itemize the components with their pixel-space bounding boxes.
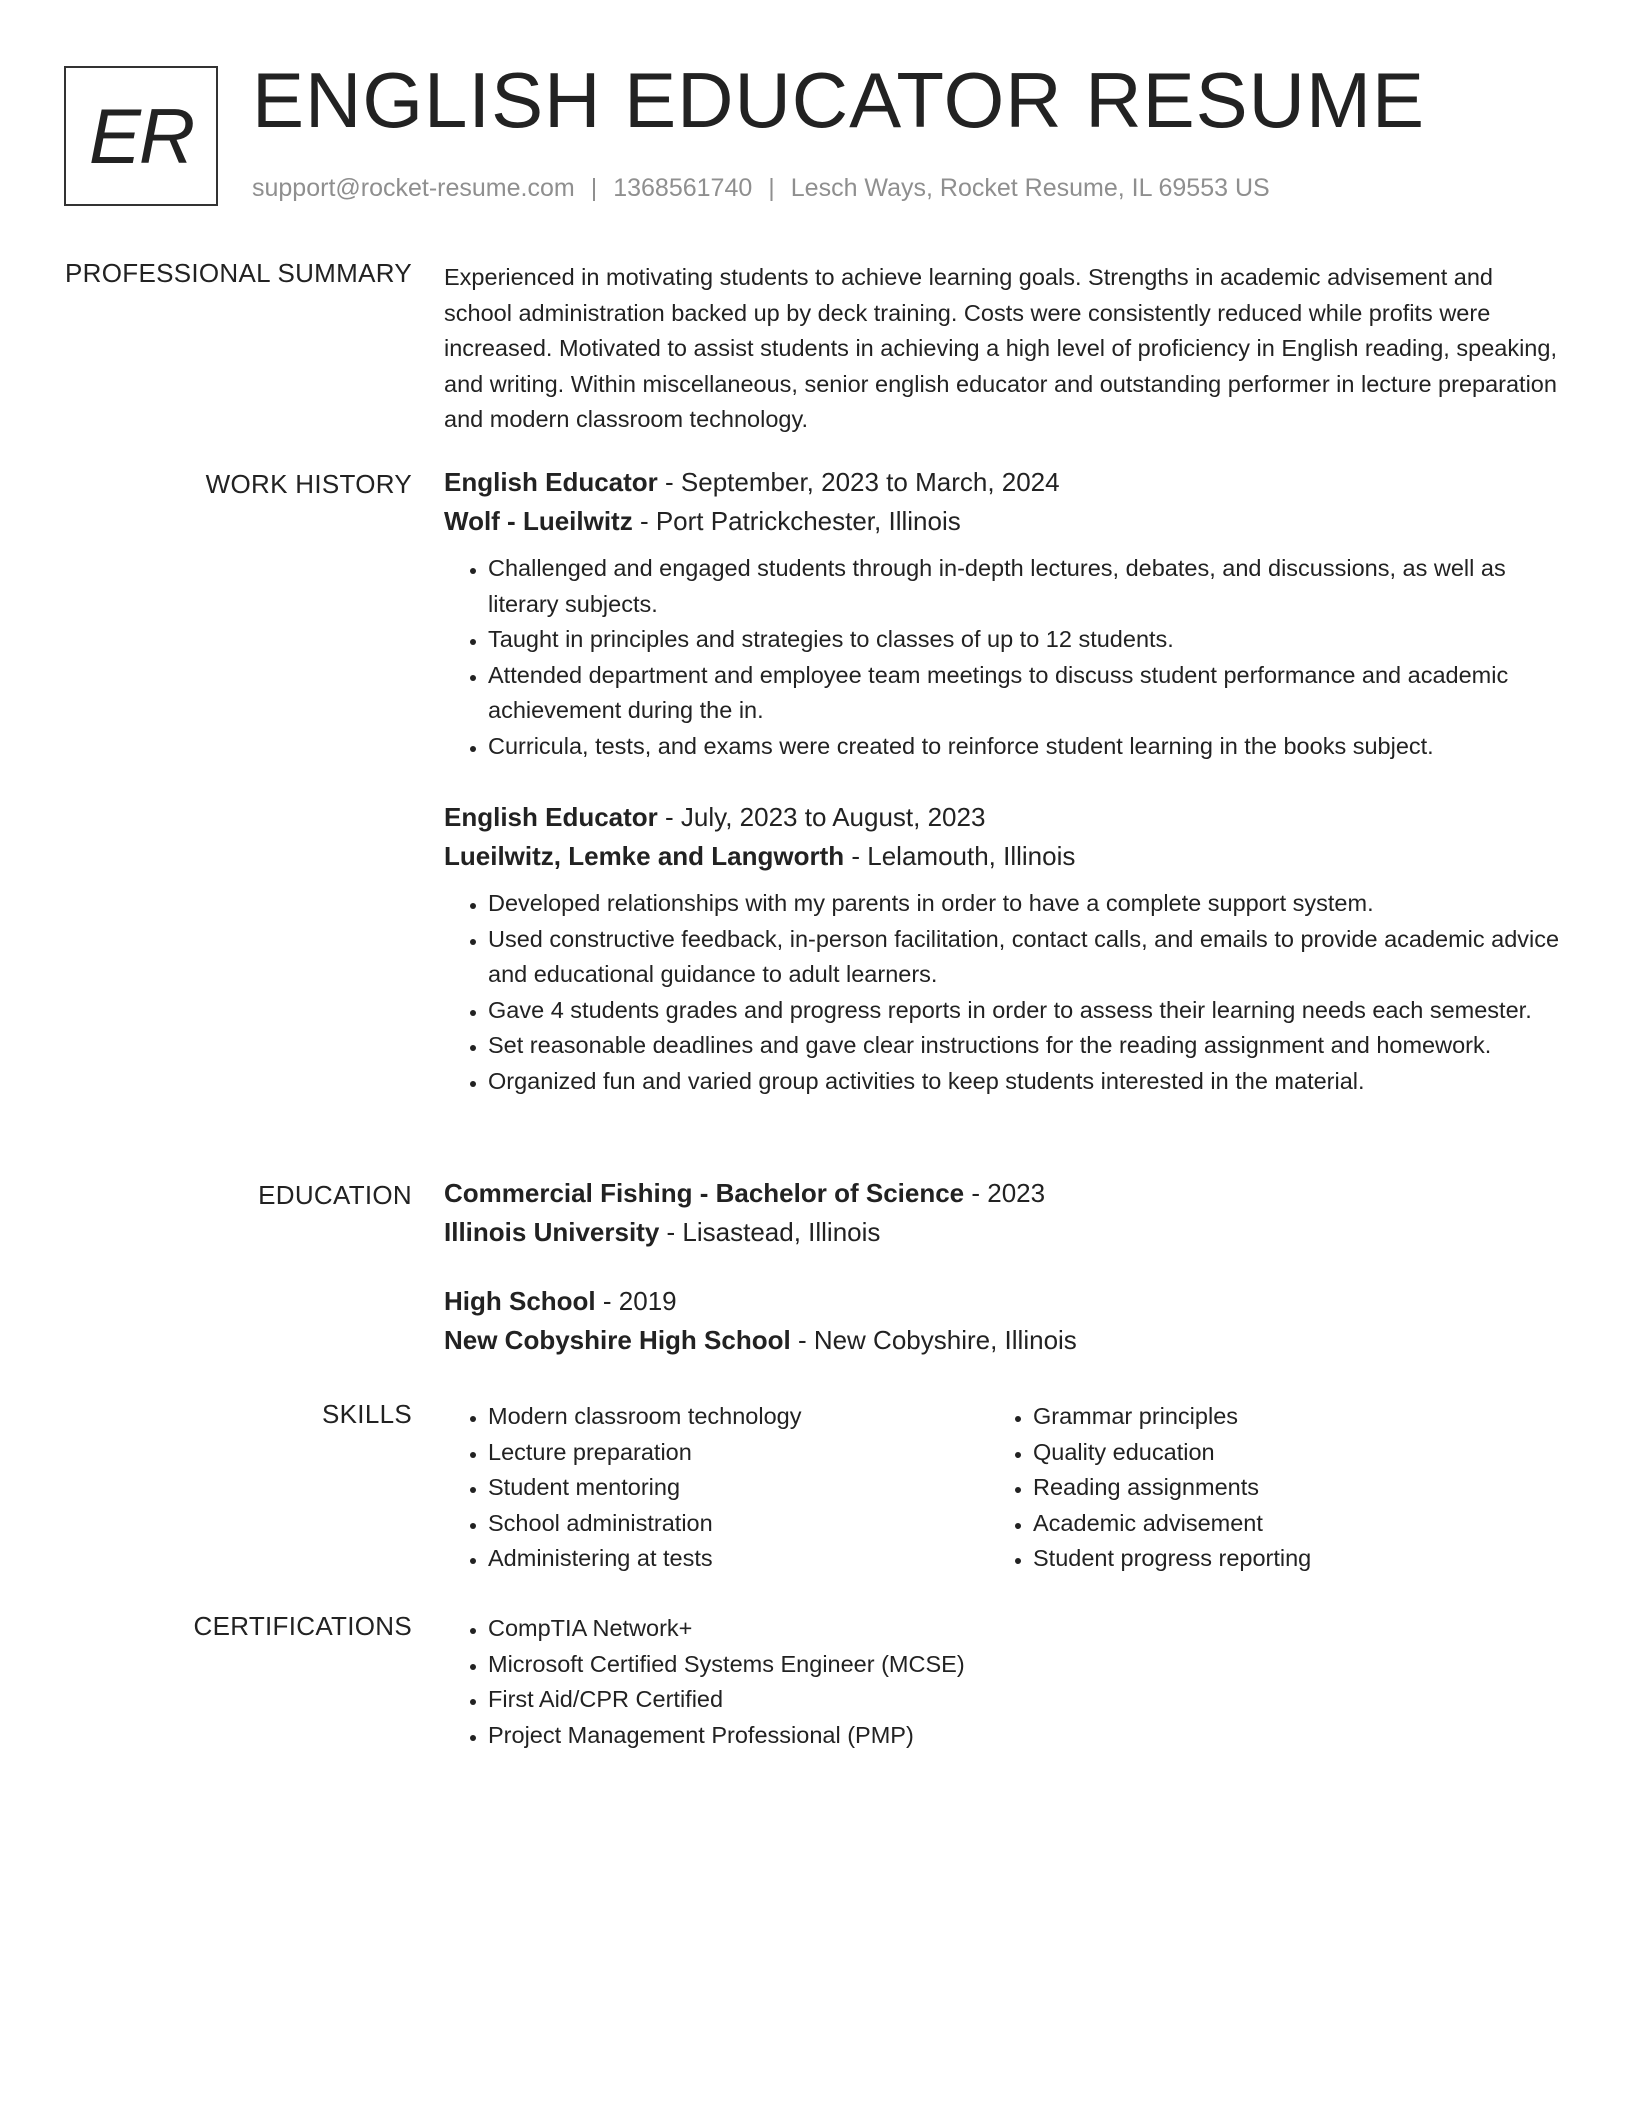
section-label-work-history: WORK HISTORY — [205, 469, 412, 499]
skills-column-left — [444, 1399, 989, 1577]
job-company-line — [444, 837, 1564, 876]
skills-list-left — [444, 1399, 989, 1577]
section-label-education: EDUCATION — [258, 1180, 412, 1210]
education-school: Illinois University — [444, 1217, 660, 1247]
list-item: • Grammar principles — [1033, 1399, 1534, 1435]
job-entry — [444, 798, 1564, 1099]
section-label-skills: SKILLS — [322, 1399, 412, 1429]
job-company-line — [444, 502, 1564, 541]
list-item: • Reading assignments — [1033, 1470, 1534, 1506]
list-item: • First Aid/CPR Certified — [488, 1682, 1564, 1718]
education-degree: High School — [444, 1286, 596, 1316]
list-item: • Taught in principles and strategies to classes of up to 12 students. — [488, 622, 1564, 658]
education-entry — [444, 1174, 1564, 1252]
education-location: - Lisastead, Illinois — [659, 1217, 881, 1247]
contact-separator: | — [768, 174, 775, 202]
summary-text: Experienced in motivating students to achieve learning goals. Strengths in academic advisement and school administration backed up by deck training. Costs were consistently reduced while profits were increased. Motivated to assist students in achieving a high level of proficiency in English reading, speaking, and writing. Within miscellaneous, senior english educator and outstanding performer in lecture preparation and modern classroom technology. — [444, 264, 1557, 432]
certifications-list — [444, 1611, 1564, 1753]
education-school-line — [444, 1321, 1564, 1360]
job-company: Lueilwitz, Lemke and Langworth — [444, 841, 845, 871]
section-label-summary: PROFESSIONAL SUMMARY — [65, 258, 412, 288]
job-title-line — [444, 798, 1564, 837]
skills-column-right — [989, 1399, 1534, 1577]
list-item: • Gave 4 students grades and progress reports in order to assess their learning needs each semester. — [488, 993, 1564, 1029]
job-entry — [444, 463, 1564, 764]
education-degree-line — [444, 1174, 1564, 1213]
list-item: • Student progress reporting — [1033, 1541, 1534, 1577]
list-item: • Quality education — [1033, 1435, 1534, 1471]
list-item: • School administration — [488, 1506, 989, 1542]
education-location: - New Cobyshire, Illinois — [790, 1325, 1077, 1355]
job-dates: - September, 2023 to March, 2024 — [657, 467, 1060, 497]
education-entry — [444, 1282, 1564, 1360]
education-degree-line — [444, 1282, 1564, 1321]
contact-line — [252, 174, 1270, 203]
contact-phone[interactable]: 1368561740 — [613, 174, 753, 202]
list-item: • CompTIA Network+ — [488, 1611, 1564, 1647]
skills-list-right — [989, 1399, 1534, 1577]
education-degree: Commercial Fishing - Bachelor of Science — [444, 1178, 965, 1208]
skills-columns — [444, 1399, 1564, 1577]
job-location: - Port Patrickchester, Illinois — [632, 506, 961, 536]
list-item: • Used constructive feedback, in-person facilitation, contact calls, and emails to provide academic advice and educational guidance to adult learners. — [488, 922, 1564, 993]
list-item: • Developed relationships with my parents in order to have a complete support system. — [488, 886, 1564, 922]
list-item: • Attended department and employee team meetings to discuss student performance and academic achievement during the in. — [488, 658, 1564, 729]
job-location: - Lelamouth, Illinois — [844, 841, 1076, 871]
list-item: • Challenged and engaged students through in-depth lectures, debates, and discussions, as well as literary subjects. — [488, 551, 1564, 622]
education-year: - 2023 — [964, 1178, 1046, 1208]
list-item: • Curricula, tests, and exams were created to reinforce student learning in the books subject. — [488, 729, 1564, 765]
job-title: English Educator — [444, 467, 658, 497]
list-item: • Academic advisement — [1033, 1506, 1534, 1542]
contact-email[interactable]: support@rocket-resume.com — [252, 174, 575, 202]
list-item: • Organized fun and varied group activities to keep students interested in the material. — [488, 1064, 1564, 1100]
education-school-line — [444, 1213, 1564, 1252]
job-bullets — [444, 886, 1564, 1099]
job-company: Wolf - Lueilwitz — [444, 506, 633, 536]
list-item: • Project Management Professional (PMP) — [488, 1718, 1564, 1754]
contact-address: Lesch Ways, Rocket Resume, IL 69553 US — [790, 174, 1270, 202]
job-title: English Educator — [444, 802, 658, 832]
list-item: • Modern classroom technology — [488, 1399, 989, 1435]
list-item: • Microsoft Certified Systems Engineer (MCSE) — [488, 1647, 1564, 1683]
page-title: ENGLISH EDUCATOR RESUME — [252, 56, 1425, 144]
contact-separator: | — [590, 174, 598, 202]
monogram-text: ER — [88, 91, 194, 180]
job-title-line — [444, 463, 1564, 502]
monogram-logo — [64, 66, 218, 206]
section-label-certifications: CERTIFICATIONS — [193, 1611, 412, 1641]
job-bullets — [444, 551, 1564, 764]
list-item: • Student mentoring — [488, 1470, 989, 1506]
job-dates: - July, 2023 to August, 2023 — [657, 802, 986, 832]
list-item: • Lecture preparation — [488, 1435, 989, 1471]
education-year: - 2019 — [595, 1286, 677, 1316]
list-item: • Set reasonable deadlines and gave clear instructions for the reading assignment and homework. — [488, 1028, 1564, 1064]
education-school: New Cobyshire High School — [444, 1325, 791, 1355]
list-item: • Administering at tests — [488, 1541, 989, 1577]
